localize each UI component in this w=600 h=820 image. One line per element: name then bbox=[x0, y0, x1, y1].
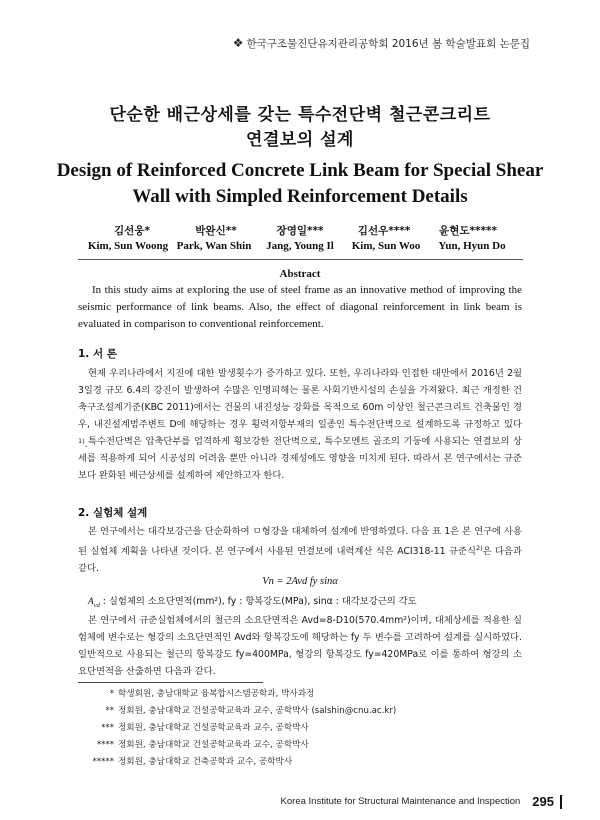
title-korean-line-2: 연결보의 설계 bbox=[246, 130, 354, 150]
author-ko: 김선우**** bbox=[357, 225, 411, 237]
footnote-marker: ** bbox=[105, 706, 114, 716]
reference-2-marker: 2) bbox=[475, 544, 483, 552]
header-text: 한국구조물진단유지관리공학회 2016년 봄 학술발표회 논문집 bbox=[246, 38, 530, 50]
abstract-text: In this study aims at exploring the use of steel frame as an innovative method of improving the seismic performance of link beams. Also, the effect of diagonal reinforcement in link beam is evaluated in comparison to conventional reinforcement. bbox=[78, 284, 522, 330]
avd-symbol: $A_{vd}$ bbox=[88, 597, 100, 609]
title-korean-line-1: 단순한 배근상세를 갖는 특수전단벽 철근콘크리트 bbox=[109, 105, 491, 125]
footnote-text: 정회원, 충남대학교 건설공학교육과 교수, 공학박사 bbox=[118, 740, 309, 750]
section-1-paragraph-1-end: . bbox=[84, 439, 88, 451]
title-english-line-2: Wall with Simpled Reinforcement Details bbox=[132, 186, 468, 207]
author-ko: 김선웅* bbox=[114, 225, 150, 237]
author-ko: 장영일*** bbox=[276, 225, 324, 237]
shear-strength-formula: Vn = 2Avd fy sinα bbox=[262, 576, 338, 587]
page-footer bbox=[281, 794, 562, 809]
formula-definitions bbox=[88, 593, 417, 609]
author-ko: 박완신** bbox=[195, 225, 237, 237]
footnote-marker: **** bbox=[96, 740, 114, 750]
section-2-heading: 2. 실험체 설계 bbox=[78, 507, 148, 519]
footer-institute: Korea Institute for Structural Maintenance and Inspection bbox=[280, 796, 521, 807]
footnote-text: 정회원, 충남대학교 건축공학과 교수, 공학박사 bbox=[118, 757, 293, 767]
footnote-marker: * bbox=[109, 689, 114, 699]
footer-bar bbox=[560, 795, 562, 809]
footnote-text: 정회원, 충남대학교 건설공학교육과 교수, 공학박사 bbox=[118, 723, 309, 733]
footnote-3 bbox=[84, 720, 309, 737]
section-1-paragraph-2: 특수전단벽은 압축단부를 엄격하게 횡보강한 전단벽으로, 특수모멘트 골조의 기둥에 사용되는 연결보의 상세를 적용하게 되어 시공성의 어려움 뿐만 아니라 경제성에도 영향을 미치게 된다. 따라서 본 연구에서는 규준보다 완화된 배근상세를 설계하여 제안하고자 한다. bbox=[78, 436, 522, 481]
formula-definitions-text: : 실험체의 소요단면적(mm²), fy : 항복강도(MPa), sinα : 대각보강근의 각도 bbox=[102, 596, 417, 607]
section-1-heading: 1. 서 론 bbox=[78, 348, 117, 360]
authors-korean bbox=[0, 223, 600, 238]
footnote-5 bbox=[84, 754, 292, 771]
footnote-text: 학생회원, 충남대학교 융복합시스템공학과, 박사과정 bbox=[118, 689, 315, 699]
running-header bbox=[233, 36, 530, 51]
author-en: Jang, Young Il bbox=[266, 240, 334, 252]
header-diamond-icon: ❖ bbox=[232, 36, 244, 50]
author-en: Yun, Hyun Do bbox=[438, 240, 506, 252]
authors-divider bbox=[78, 259, 523, 260]
footnote-1 bbox=[84, 686, 314, 703]
author-en: Kim, Sun Woong bbox=[87, 240, 169, 252]
authors-english bbox=[0, 240, 600, 252]
section-2-paragraph-2: 본 연구에서 규준실험체에서의 철근의 소요단면적은 Avd=8-D10(570.4mm²)이며, 대체상세를 적용한 실험체에 변수로는 형강의 소요단면적인 Avd와 항복강도에 해당하는 fy 두 변수를 고려하여 설계를 실시하였다. 일반적으로 사용되는 철근의 항복강도 fy=400MPa, 형강의 항복강도 fy=420MPa로 이를 통하여 형강의 소요단면적을 산출하면 다음과 같다. bbox=[78, 615, 522, 677]
section-1-paragraph-1-text: 현재 우리나라에서 지진에 대한 발생횟수가 증가하고 있다. 또한, 우리나라와 인접한 대만에서 2016년 2월 3일경 규모 6.4의 강진이 발생하여 수많은 인명피해는 물론 사회기반시설의 손실을 가져왔다. 최근 개정한 건축구조설계기준(KBC 2011)에서는 건물의 내진성능 강화를 목적으로 60m 이상인 철근콘크리트 건축물인 경우, 내진설계범주변트 D에 해당하는 경우 횡력저항부재의 일종인 특수전단벽으로 설계하도록 규정하고 있다 bbox=[78, 368, 522, 430]
abstract-title: Abstract bbox=[279, 268, 321, 280]
footnote-text: 정회원, 충남대학교 건설공학교육과 교수, 공학박사 (salshin@cnu.ac.kr) bbox=[118, 706, 397, 716]
author-en: Park, Wan Shin bbox=[176, 240, 252, 252]
footnote-divider bbox=[78, 682, 263, 683]
page-number: 295 bbox=[532, 794, 554, 809]
author-en: Kim, Sun Woo bbox=[351, 240, 421, 252]
footnote-marker: ***** bbox=[92, 757, 114, 767]
footnote-4 bbox=[84, 737, 309, 754]
title-english-line-1: Design of Reinforced Concrete Link Beam for Special Shear bbox=[56, 160, 544, 181]
footnote-marker: *** bbox=[101, 723, 114, 733]
section-2-paragraph-1-text: 본 연구에서는 대각보강근을 단순화하여 ㅁ형강을 대체하여 설계에 반영하였다. 다음 표 1은 본 연구에 사용된 실험체 계획을 나타낸 것이다. 본 연구에서 사용된 연결보에 내력계산 식은 ACI318-11 규준식 bbox=[78, 526, 522, 558]
reference-1-marker: 1) bbox=[78, 437, 85, 445]
footnote-2 bbox=[84, 703, 396, 720]
section-2-paragraph-1 bbox=[78, 523, 522, 577]
section-2-paragraph-1-end: 은 다음과 같다. bbox=[78, 546, 522, 575]
author-ko: 윤현도***** bbox=[439, 225, 497, 237]
